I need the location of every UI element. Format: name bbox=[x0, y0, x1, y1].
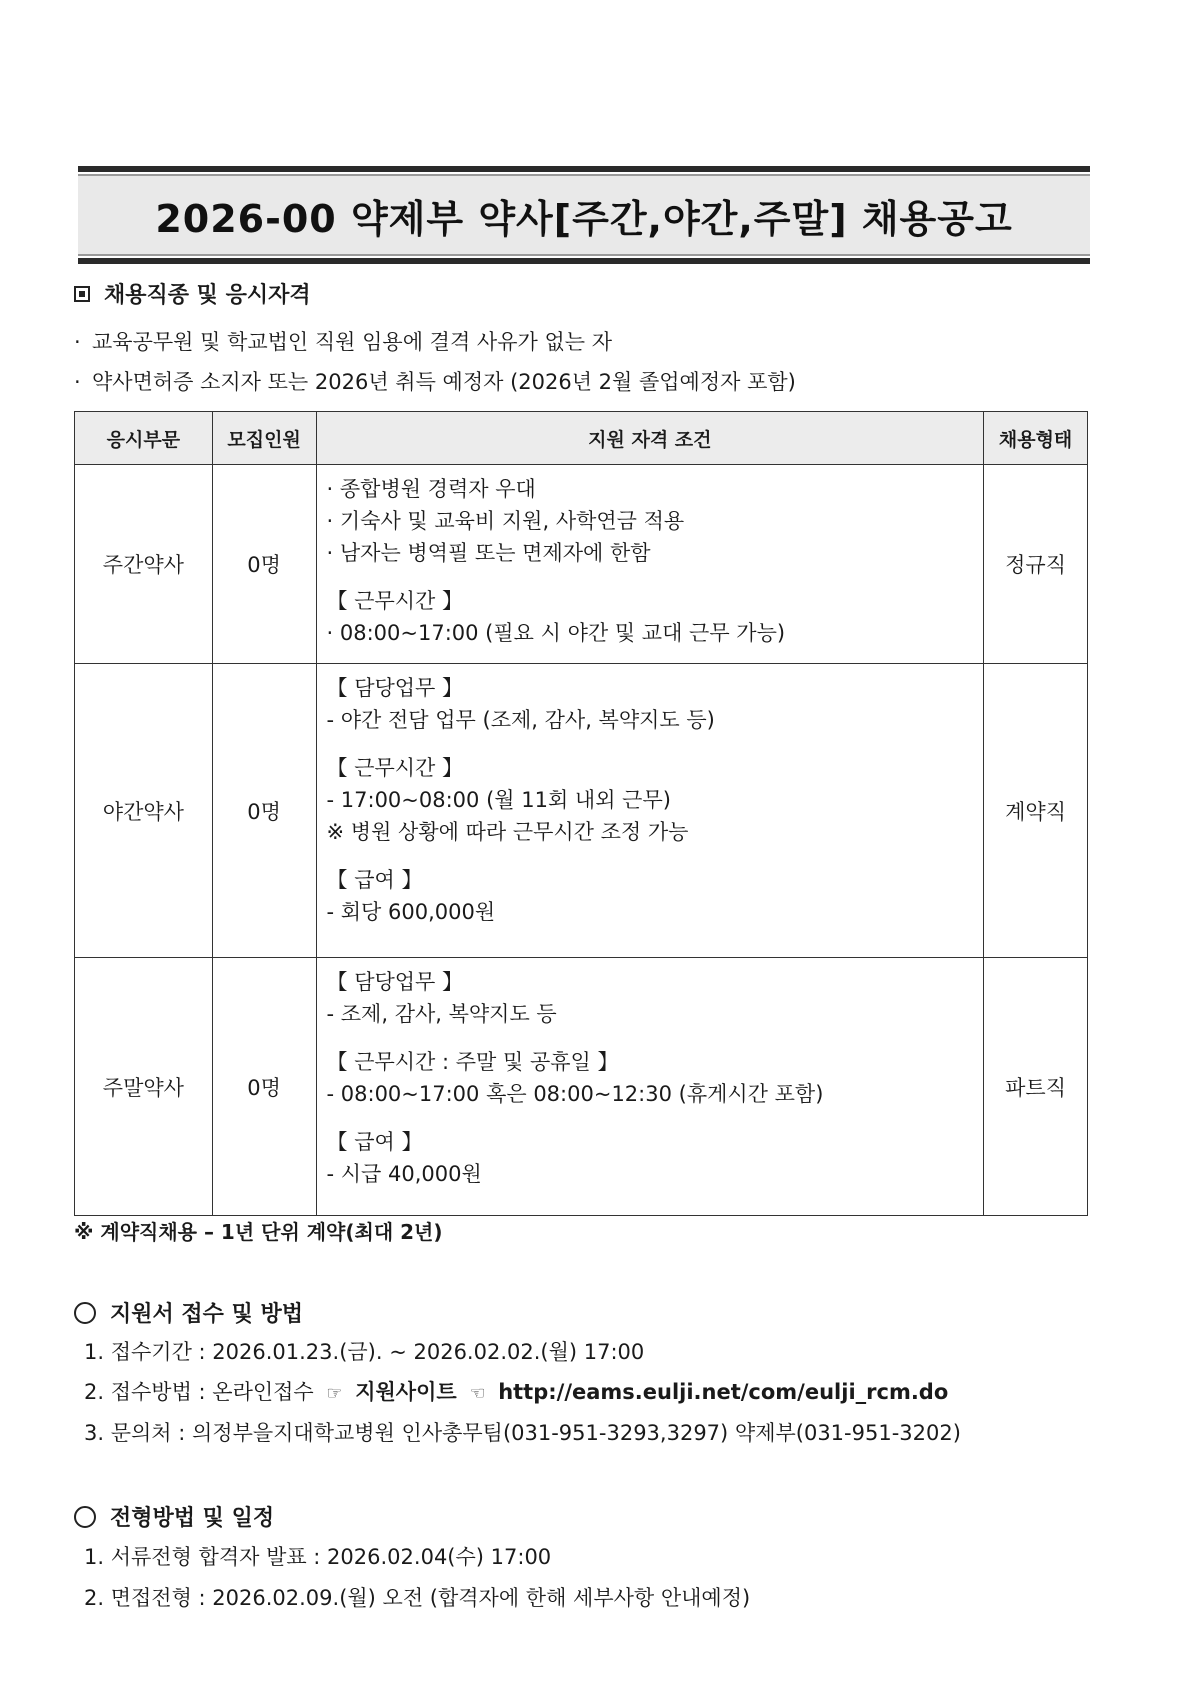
section-heading-schedule bbox=[74, 1501, 274, 1532]
section-heading-text: 지원서 접수 및 방법 bbox=[110, 1302, 303, 1327]
row-type: 파트직 bbox=[984, 958, 1088, 1216]
title-bar-top bbox=[78, 166, 1090, 172]
circle-bullet-icon bbox=[74, 1506, 96, 1528]
section-heading-text: 전형방법 및 일정 bbox=[110, 1506, 275, 1531]
table-row bbox=[75, 958, 1088, 1216]
row-conditions: · 종합병원 경력자 우대 · 기숙사 및 교육비 지원, 사학연금 적용 · 남자는 병역필 또는 면제자에 한함 【 근무시간 】 · 08:00~17:00 (필요 시 야간 및 교대 근무 가능) bbox=[316, 465, 984, 664]
application-site-link[interactable]: http://eams.eulji.net/com/eulji_rcm.do bbox=[498, 1380, 949, 1404]
title-box bbox=[78, 176, 1090, 254]
table-row bbox=[75, 664, 1088, 958]
qualification-bullet: · 약사면허증 소지자 또는 2026년 취득 예정자 (2026년 2월 졸업예정자 포함) bbox=[74, 370, 796, 394]
circle-bullet-icon bbox=[74, 1302, 96, 1324]
title-bar-bottom-thin bbox=[78, 254, 1090, 256]
section-heading-qualification bbox=[74, 278, 311, 309]
row-conditions: 【 담당업무 】 - 조제, 감사, 복약지도 등 【 근무시간 : 주말 및 공휴일 】 - 08:00~17:00 혹은 08:00~12:30 (휴게시간 포함) 【 급여 】 - 시급 40,000원 bbox=[316, 958, 984, 1216]
row-dept: 주말약사 bbox=[75, 958, 213, 1216]
application-period: 1. 접수기간 : 2026.01.23.(금). ~ 2026.02.02.(월) 17:00 bbox=[84, 1340, 645, 1364]
hand-pointing-left-icon: ☜ bbox=[469, 1383, 486, 1404]
application-site-label[interactable]: 지원사이트 bbox=[355, 1380, 457, 1404]
schedule-item: 1. 서류전형 합격자 발표 : 2026.02.04(수) 17:00 bbox=[84, 1545, 552, 1569]
row-count: 0명 bbox=[212, 465, 316, 664]
contact-info: 3. 문의처 : 의정부을지대학교병원 인사총무팀(031-951-3293,3297) 약제부(031-951-3202) bbox=[84, 1421, 961, 1445]
qualification-bullet: · 교육공무원 및 학교법인 직원 임용에 결격 사유가 없는 자 bbox=[74, 330, 612, 354]
row-dept: 주간약사 bbox=[75, 465, 213, 664]
header-dept: 응시부문 bbox=[75, 412, 213, 465]
recruitment-table bbox=[74, 411, 1088, 1216]
schedule-item: 2. 면접전형 : 2026.02.09.(월) 오전 (합격자에 한해 세부사항 안내예정) bbox=[84, 1586, 751, 1610]
row-type: 정규직 bbox=[984, 465, 1088, 664]
row-conditions: 【 담당업무 】 - 야간 전담 업무 (조제, 감사, 복약지도 등) 【 근무시간 】 - 17:00~08:00 (월 11회 내외 근무) ※ 병원 상황에 따라 근무시간 조정 가능 【 급여 】 - 회당 600,000원 bbox=[316, 664, 984, 958]
title-banner bbox=[78, 166, 1090, 264]
header-type: 채용형태 bbox=[984, 412, 1088, 465]
section-heading-text: 채용직종 및 응시자격 bbox=[104, 283, 311, 308]
header-count: 모집인원 bbox=[212, 412, 316, 465]
header-conditions: 지원 자격 조건 bbox=[316, 412, 984, 465]
page-title: 2026-00 약제부 약사[주간,야간,주말] 채용공고 bbox=[155, 196, 1013, 241]
row-dept: 야간약사 bbox=[75, 664, 213, 958]
contract-note: ※ 계약직채용 – 1년 단위 계약(최대 2년) bbox=[74, 1220, 443, 1244]
bullet-dot-icon: · bbox=[74, 370, 81, 394]
row-count: 0명 bbox=[212, 958, 316, 1216]
application-method: 2. 접수방법 : 온라인접수 ☞ 지원사이트 ☜ http://eams.eulji.net/com/eulji_rcm.do bbox=[84, 1380, 949, 1404]
section-heading-application bbox=[74, 1297, 303, 1328]
table-row bbox=[75, 465, 1088, 664]
bullet-dot-icon: · bbox=[74, 330, 81, 354]
row-count: 0명 bbox=[212, 664, 316, 958]
row-type: 계약직 bbox=[984, 664, 1088, 958]
table-header-row bbox=[75, 412, 1088, 465]
title-bar-bottom bbox=[78, 258, 1090, 264]
hand-pointing-right-icon: ☞ bbox=[326, 1383, 343, 1404]
square-bullet-icon bbox=[74, 286, 90, 302]
